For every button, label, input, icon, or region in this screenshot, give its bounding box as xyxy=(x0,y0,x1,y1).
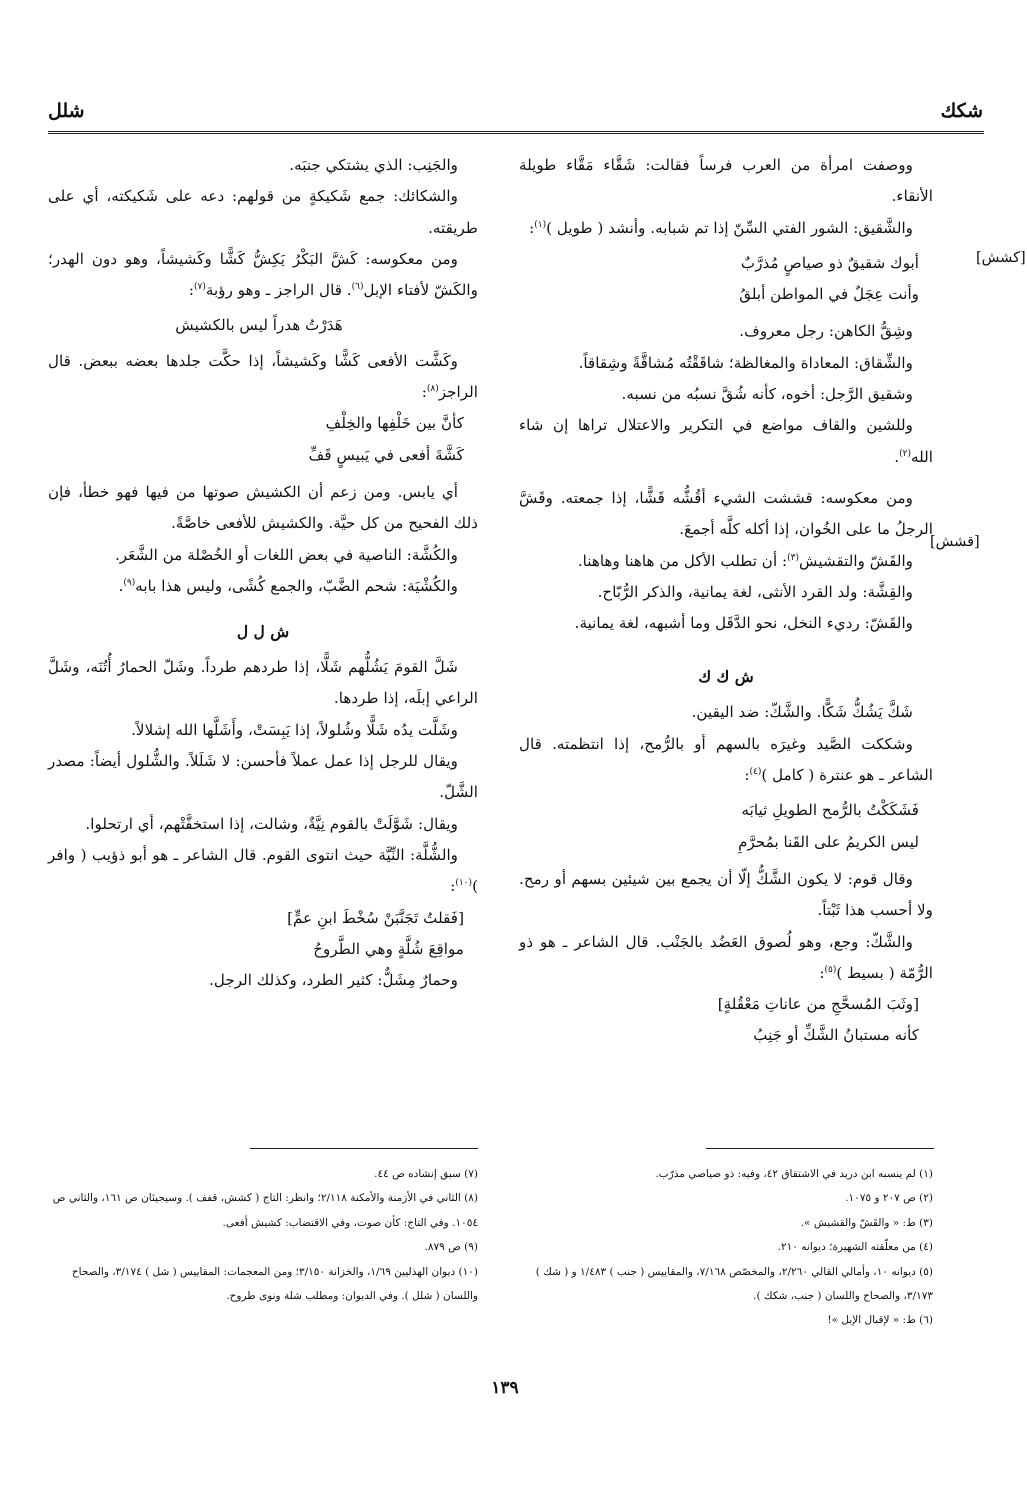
footnotes-right xyxy=(519,1162,933,1333)
footnote: (٤) من معلّقته الشهيرة؛ ديوانه ٢١٠. xyxy=(777,1241,933,1254)
root-tag-qashsh: [قشش] xyxy=(930,534,980,550)
paragraph: وشَلَّت يدُه شَلًّا وشُلولاً، إذا يَبِسَتْ، وأَشَلَّها الله إشلالاً. xyxy=(131,720,458,739)
paragraph: شَكَّ يَشُكُّ شَكًّا. والشَّكّ: ضد اليقين. xyxy=(691,703,913,722)
footnote: (٧) سبق إنشاده ص ٤٤. xyxy=(374,1168,478,1180)
paragraph: أي يابس. ومن زعم أن الكشيش صوتها من فيها فهو خطأ، فإن ذلك الفحيح من كل حيَّة. والكشيش للأفعى خاصَّةً. xyxy=(48,482,478,533)
paragraph: ويقال للرجل إذا عمل عملاً فأحسن: لا شَلَلاً. والشُّلول أيضاً: مصدر الشَّلّ. xyxy=(48,752,478,802)
paragraph: وحمارٌ مِشَلٌّ: كثير الطرد، وكذلك الرجل. xyxy=(209,971,458,990)
verse xyxy=(519,1020,933,1051)
paragraph: والشَّكّ: وجع، وهو لُصوق العَضُد بالجَنْب. قال الشاعر ـ هو ذو الرُّمّة ( بسيط )$^{(٥)}$: xyxy=(519,932,933,982)
paragraph: شَلَّ القومَ يَشُلُّهم شَلًّا، إذا طردهم طرداً. وشَلّ الحمارُ أُتُنَه، وشَلَّ الراعي إبلَه، إذا طردها. xyxy=(48,658,478,708)
section-title: ش ل ل xyxy=(236,622,290,642)
paragraph: وللشين والقاف مواضع في التكرير والاعتلال تراها إن شاء الله$^{(٢)}$. xyxy=(519,416,933,466)
paragraph: وشقيق الرَّجل: أخوه، كأنه شُقَّ نسبُه من نسبه. xyxy=(621,385,913,404)
footnote: (١٠) ديوان الهذليين ١/٦٩، والخزانة ٣/١٥٠؛ ومن المعجمات: المقاييس ( شل ) ٣/١٧٤، والصحاح واللسان ( شلل ). وفي الديوان: ومطلب شلة ونوى طروح. xyxy=(71,1265,478,1303)
paragraph: والقَشّ: رديء النخل، نحو الدَّقَل وما أشبهه، لغة يمانية. xyxy=(574,614,913,633)
paragraph: والشَّقيق: الشور الفتي السِّنّ إذا تم شبابه. وأنشد ( طويل )$^{(١)}$: xyxy=(529,218,913,237)
verse xyxy=(48,310,478,341)
footnote-ref: (٨) xyxy=(426,384,439,395)
verse xyxy=(519,795,933,826)
paragraph: ويقال: شَوَّلَتْ بالقوم نِيَّةٌ، وشالت، إذا استخفَّتْهم، أي ارتحلوا. xyxy=(85,814,458,833)
footnote-ref: (٢) xyxy=(899,448,911,459)
footnote-ref: (٥) xyxy=(824,964,837,975)
paragraph: ومن معكوسه: كَشَّ البَكْرُ يَكِشُّ كَشًّا وكَشيشاً، وهو دون الهدر؛ والكَشّ لأفتاء الإبل$^{(٦)}$. قال الراجز ـ وهو رؤبة$^{(٧)}$: xyxy=(48,249,478,300)
verse-hemistich: فَشَكَكْتُ بالرُّمح الطويلِ ثيابَه xyxy=(741,801,919,820)
verse xyxy=(48,934,478,965)
paragraph: والقَشّ والتقشيش$^{(٣)}$: أن تطلب الأكل من هاهنا وهاهنا. xyxy=(577,551,913,570)
running-header-right: شكك xyxy=(940,100,983,122)
verse-hemistich: كَشَّةَ أفعى في يَبيسٍ قَفِّ xyxy=(308,445,464,464)
verse xyxy=(519,989,933,1020)
paragraph: والشكائك: جمع شَكيكةٍ من قولهم: دعه على شَكيكته، أي على طريقته. xyxy=(48,187,478,237)
verse-hemistich: كأنه مستبانُ الشَّكِّ أو جَنِبُ xyxy=(753,1026,919,1045)
paragraph: ووصفت امرأة من العرب فرساً فقالت: شَقَّاء مَقَّاء طويلة الأنقاء. xyxy=(519,156,933,206)
verse xyxy=(48,408,478,439)
footnote: (٨) الثاني في الأزمنة والأمكنة ٢/١١٨؛ وانظر: التاج ( كشش، قفف ). وسيجيئان ص ١٦١، والثاني ص ١٠٥٤. وفي التاج: كأن صوت، وفي الاقتضاب: كشيش أفعى. xyxy=(52,1192,478,1229)
paragraph: وشِقُّ الكاهن: رجل معروف. xyxy=(739,322,913,341)
root-tag-kashsh: [كشش] xyxy=(976,250,1026,266)
verse-hemistich: [وثَبَ المُسحَّجِ من عاناتِ مَعْقُلةٍ] xyxy=(717,995,919,1014)
footnote: (١) لم ينسبه ابن دريد في الاشتقاق ٤٢، وفيه: ذو صياصي مذرّب. xyxy=(655,1168,933,1180)
section-title: ش ك ك xyxy=(698,667,754,687)
footnotes-left xyxy=(48,1162,478,1308)
footnote-ref: (١) xyxy=(534,219,547,230)
footnote-separator xyxy=(706,1148,934,1149)
footnote-ref: (١٠) xyxy=(455,878,473,889)
verse-hemistich: وأنت عِجَلٌ في المواطن أبلقُ xyxy=(739,285,919,304)
running-header-left: شلل xyxy=(48,100,85,122)
footnote: (٢) ص ٢٠٧ و ١٠٧٥. xyxy=(845,1192,933,1205)
right-column xyxy=(519,150,933,1052)
verse xyxy=(519,279,933,310)
footnote: (٥) ديوانه ١٠، وأمالي القالي ٢/٢٦٠، والمخصّص ٧/١٦٨، والمقاييس ( جنب ) ١/٤٨٣ و ( شك ) ٣/١٧٣، والصحاح واللسان ( جنب، شكك ). xyxy=(535,1265,933,1303)
paragraph: والشِّقاق: المعاداة والمغالظة؛ شاقَقْتُه مُشاقَّةً وشِقاقاً. xyxy=(578,353,913,372)
footnote: (٦) ط: « لإقبال الإبل »! xyxy=(827,1314,933,1327)
verse xyxy=(519,827,933,858)
paragraph: وكَشَّت الأفعى كَشًّا وكَشيشاً، إذا حكَّت جلدها بعضه ببعض. قال الراجز$^{(٨)}$: xyxy=(48,351,478,402)
verse-hemistich: [فَقلتُ تَجَنَّبَنْ سُخْطَ ابنِ عمٍّ] xyxy=(287,908,464,927)
paragraph: والجَنِب: الذي يشتكي جنبَه. xyxy=(289,156,458,174)
verse xyxy=(48,440,478,471)
paragraph: والكُشْيَة: شحم الضَّبّ، والجمع كُشًى، وليس هذا بابه$^{(٩)}$. xyxy=(118,576,458,595)
footnote-ref: (٦) xyxy=(351,282,364,293)
footnote-ref: (٤) xyxy=(749,766,762,777)
footnote-ref: (٩) xyxy=(123,577,136,588)
footnote: (٩) ص ٨٧٩. xyxy=(424,1241,478,1254)
footnote-ref: (٣) xyxy=(787,552,799,563)
left-column xyxy=(48,150,478,996)
paragraph: وقال قوم: لا يكون الشَّكُّ إلّا أن يجمع بين شيئين بسهم أو رمح. ولا أحسب هذا ثَبْتاً. xyxy=(519,869,933,920)
paragraph: وشككت الصَّيد وغيرَه بالسهم أو بالرُّمح، إذا انتظمته. قال الشاعر ـ هو عنترة ( كامل )$^{(٤)}$: xyxy=(519,734,933,785)
footnote: (٣) ط: « والقَشّ والقشيش ». xyxy=(800,1216,933,1229)
header-rule xyxy=(48,131,984,134)
verse-hemistich: أبوك شقيقٌ ذو صياصٍ مُذرَّبٌ xyxy=(740,253,919,272)
footnote-ref: (٧) xyxy=(193,282,206,293)
verse-hemistich: ليس الكريمُ على القَنا بمُحرَّمِ xyxy=(738,832,919,851)
verse-hemistich: هَدَرْتُ هدراً ليس بالكشيش xyxy=(175,316,343,335)
paragraph: والكُشَّة: الناصية في بعض اللغات أو الخُصْلة من الشَّعَر. xyxy=(114,545,458,564)
page-number: ١٣٩ xyxy=(491,1378,519,1398)
paragraph: ومن معكوسه: قششت الشيء أقُشُّه قَشًّا، إذا جمعته. وقَشَّ الرجلُ ما على الخُوان، إذا أكله كلَّه أجمعَ. xyxy=(519,488,933,539)
paragraph: والشُّلَّة: النِّيَّة حيث انتوى القوم. قال الشاعر ـ هو أبو ذؤيب ( وافر )$^{(١٠)}$: xyxy=(48,845,478,896)
verse xyxy=(519,248,933,279)
paragraph: والقِشَّة: ولد القرد الأنثى، لغة يمانية، والذكر الرُّبّاح. xyxy=(597,582,913,601)
verse-hemistich: كأنَّ بين خَلْفِها والخِلْفِ xyxy=(325,414,464,433)
verse xyxy=(48,903,478,934)
verse-hemistich: مواقِعَ شُلَّةٍ وهي الطَّروحُ xyxy=(313,939,464,958)
footnote-separator xyxy=(250,1148,478,1149)
